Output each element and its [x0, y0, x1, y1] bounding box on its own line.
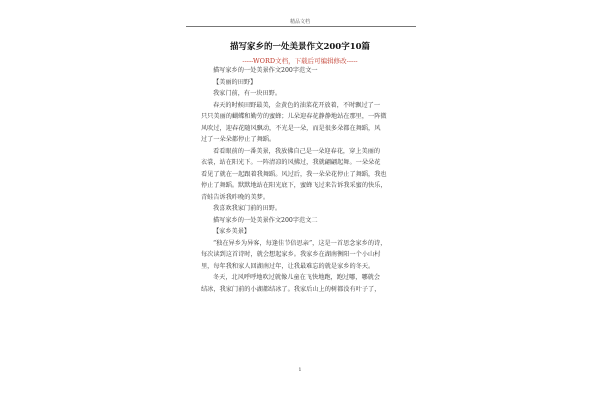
- body-line: 描写家乡的一处美景作文200字范文一: [213, 67, 318, 74]
- body-line: 我喜欢我家门前的田野。: [213, 205, 282, 212]
- body-line: 【家乡美景】: [213, 228, 251, 235]
- body-line: 过了一朵朵都停止了舞蹈。: [201, 136, 276, 143]
- body-line: 我家门前，有一块田野。: [213, 90, 282, 97]
- body-line: 里，每年我和家人回湖南过年，让我最难忘的就是家乡的冬天。: [201, 262, 375, 270]
- document-body: [201, 65, 404, 295]
- body-line: 风吹过，迎春花随风飘动，不光是一朵，而是很多朵都在舞蹈，风: [201, 124, 381, 132]
- body-line: 【美丽的田野】: [213, 78, 257, 86]
- header-label: 精品文档: [289, 19, 310, 25]
- body-line: 冬天，北风呼呼地吹过就像儿童在飞快地跑，跑过哪，哪就会: [213, 274, 381, 281]
- body-line: 结冰，我家门前的小湖都结冰了。我家后山上的树都没有叶子了，: [201, 285, 381, 293]
- download-notice: -----WORD文档，下载后可编辑修改-----: [242, 57, 358, 65]
- header-divider: [186, 26, 416, 27]
- body-line: 只只美丽的蝴蝶和勤劳的蜜蜂；儿朵迎春花静静地站在那里，一阵微: [201, 113, 387, 120]
- document-title: 描写家乡的一处美景作文200字10篇: [229, 42, 371, 52]
- body-line: 看见了就在一起跟着我舞蹈。风过后，我一朵朵花停止了舞蹈，我也: [201, 170, 387, 178]
- body-line: 每次读到这首诗时，就会想起家乡。我家乡在湖南衡阳一个小山村: [201, 251, 381, 258]
- body-line: “独在异乡为异客，每逢佳节倍思亲”，这是一首思念家乡的诗，: [213, 239, 387, 247]
- body-line: 描写家乡的一处美景作文200字范文二: [213, 216, 318, 224]
- body-line: 衣裳，站在阳光下。一阵清凉的风拂过，我就翩翩起舞。一朵朵花: [201, 159, 381, 166]
- body-line: 看看眼前的一番美景，我放佛自己是一朵迎春花，穿上美丽的: [213, 147, 381, 155]
- page-number: 1: [298, 367, 302, 373]
- body-line: 春天的时候田野最美，金黄色的油菜花开放着，不时飘过了一: [213, 101, 381, 109]
- body-line: 青蛙告诉我昨晚的美梦。: [201, 193, 270, 201]
- body-line: 停止了舞蹈。默默地站在阳光底下，蜜蜂飞过来告诉我采蜜的快乐，: [201, 182, 387, 189]
